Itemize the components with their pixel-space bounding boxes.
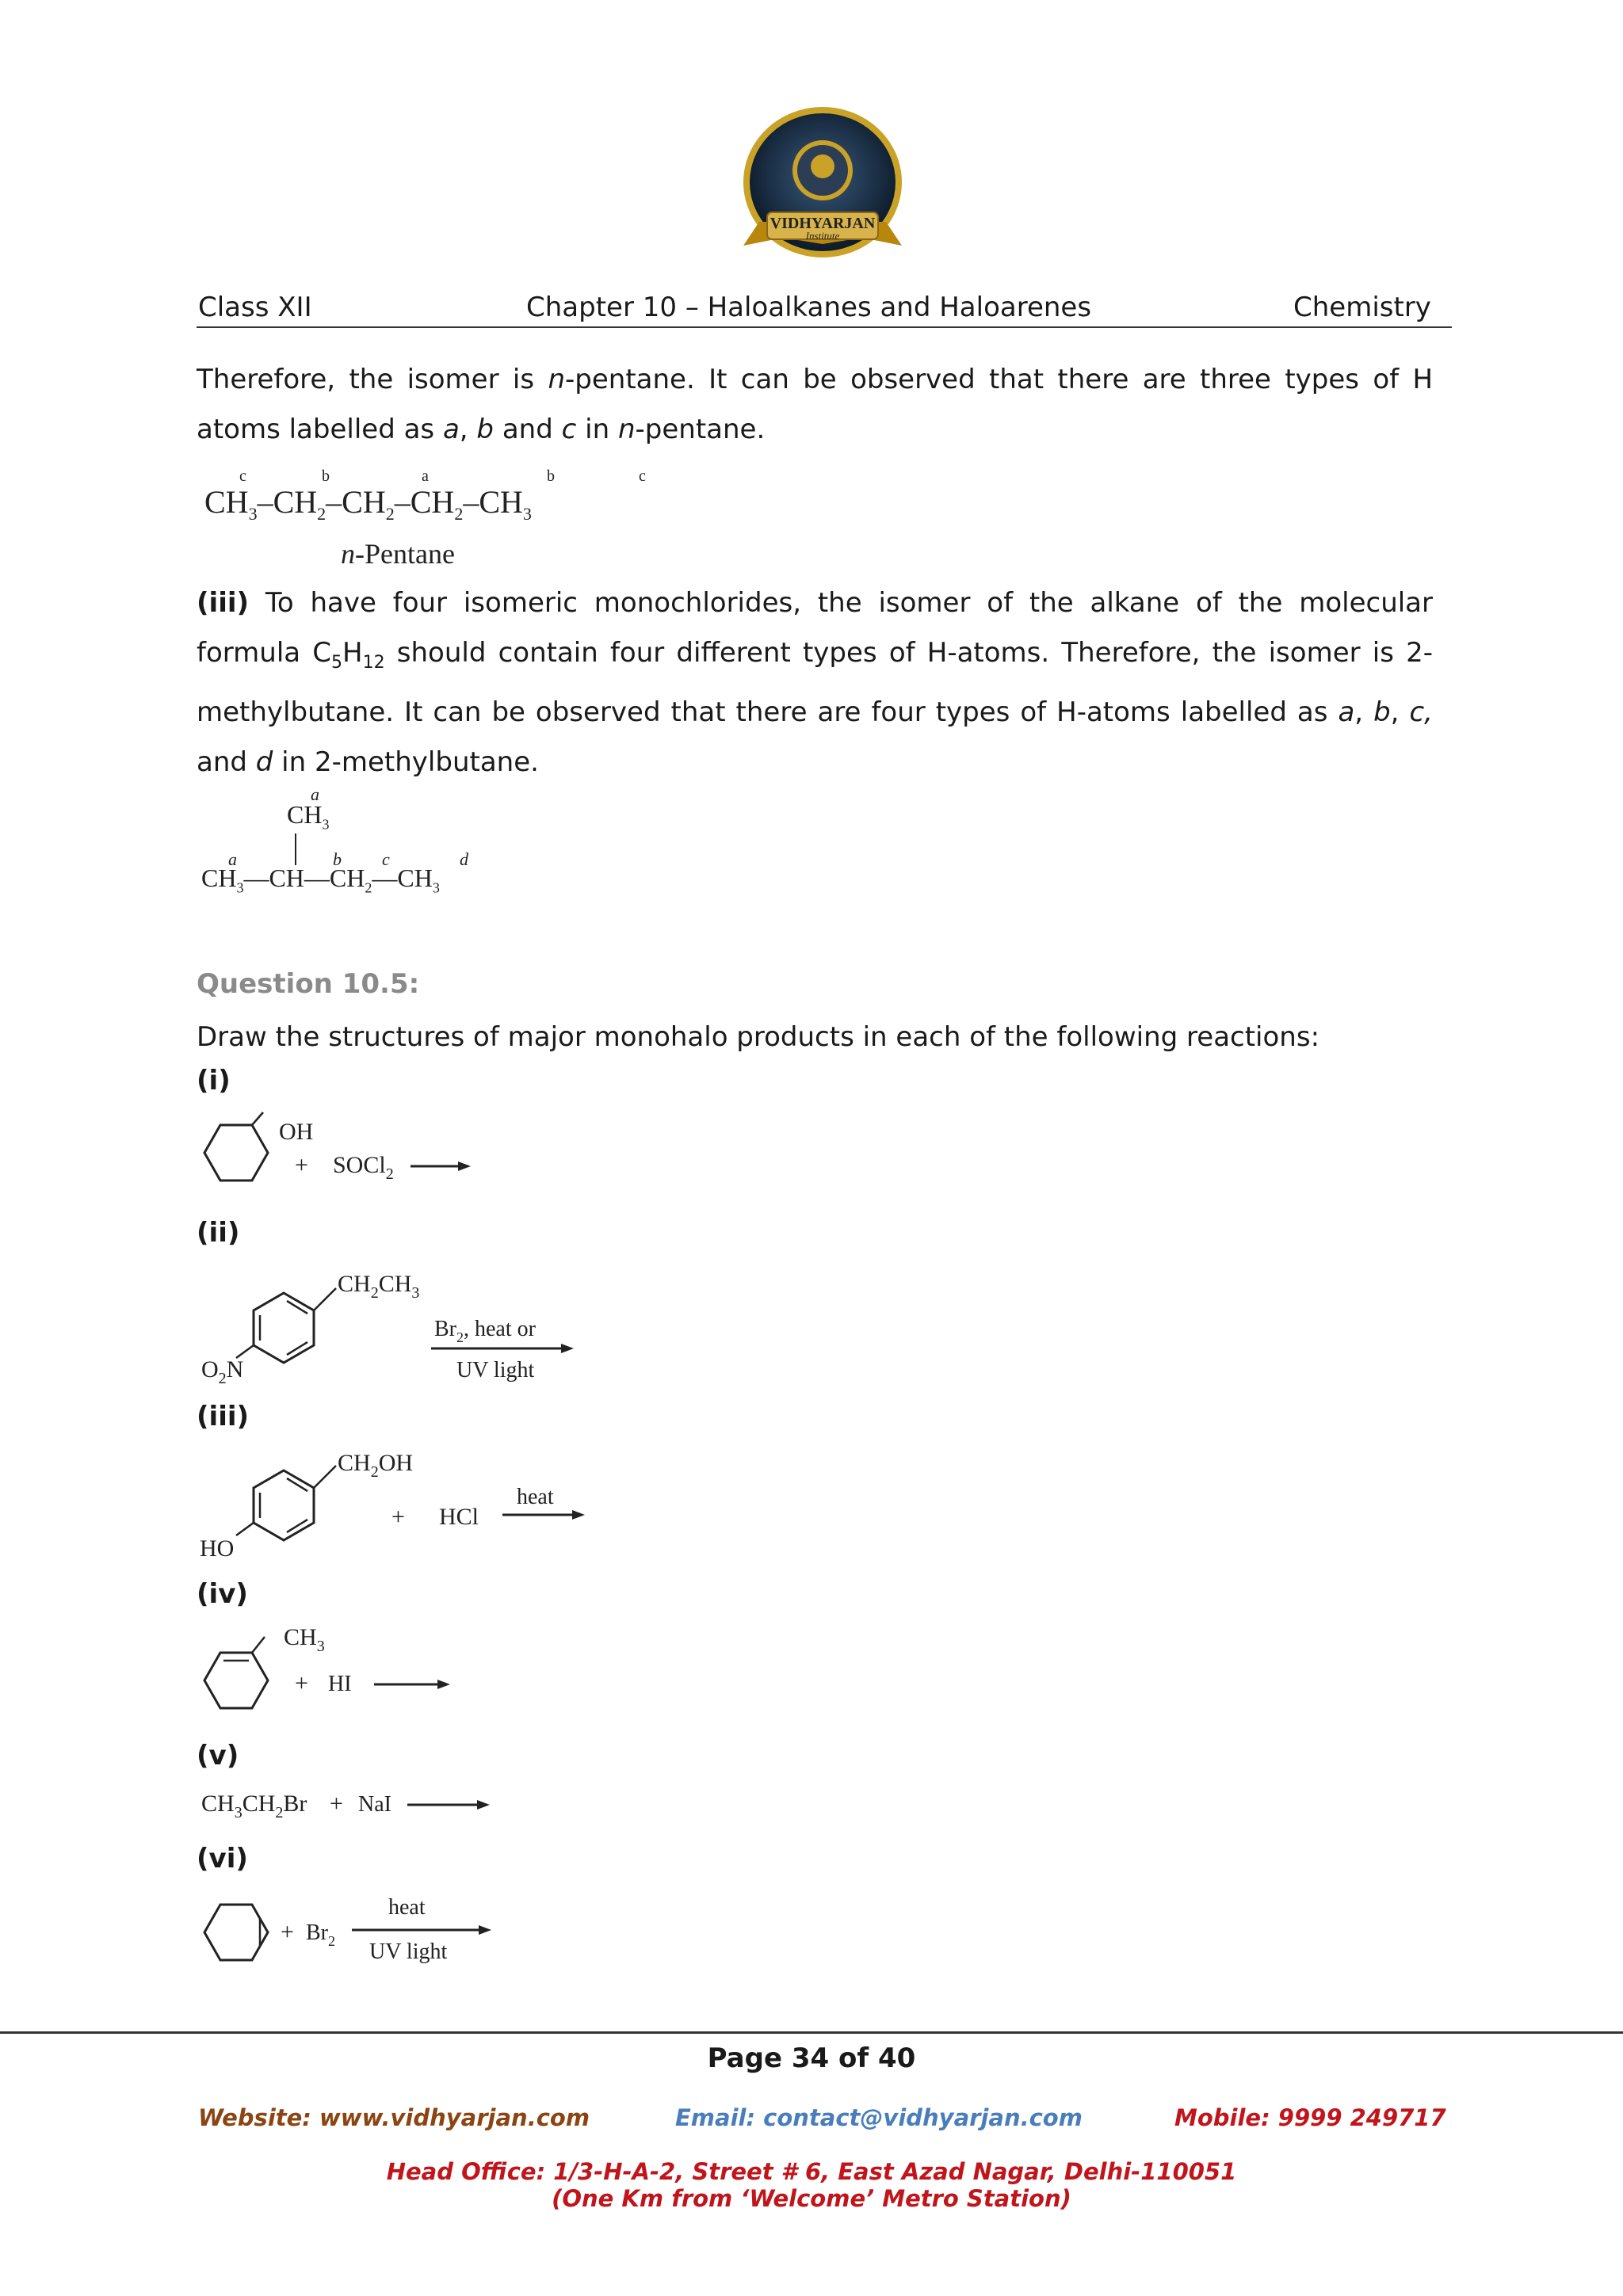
reaction-i (197, 1109, 498, 1204)
svg-text:heat: heat (388, 1895, 426, 1920)
svg-text:CH3: $CH_3$ (284, 1624, 325, 1655)
part-label: (ii) (197, 1217, 240, 1249)
svg-text:+: + (295, 1670, 308, 1696)
part-label: (v) (197, 1740, 239, 1772)
part-label: (iv) (197, 1578, 248, 1610)
cyclohexane-ring (204, 1125, 268, 1180)
svg-text:Br2: $Br_2$ (306, 1920, 335, 1949)
svg-text:CH3CH2Br: $CH_3CH_2Br$ (201, 1791, 307, 1821)
cyclohexene-ring (204, 1905, 268, 1960)
reaction-ii (197, 1260, 593, 1394)
header-class: Class XII (198, 292, 312, 323)
logo-title: VIDHYARJAN (769, 215, 876, 232)
footer-note: (One Km from ‘Welcome’ Metro Station) (552, 2185, 1071, 2212)
footer-website[interactable]: Website: www.vidhyarjan.com (198, 2104, 590, 2131)
benzene-ring (254, 1470, 314, 1540)
pentane-formula: $CH_3-CH_2-CH_2-CH_2-CH_3$ (204, 484, 532, 524)
reaction-v (197, 1781, 529, 1829)
paragraph-pentane: Therefore, the isomer is n-pentane. It can be observed that there are three types of H atoms labelled as a, b and c in n-pentane. (197, 364, 1434, 445)
footer-mobile: Mobile: 9999 249717 (1174, 2104, 1446, 2131)
svg-text:UV light: UV light (369, 1939, 448, 1964)
svg-text:+: + (330, 1791, 343, 1817)
svg-text:HI: HI (328, 1672, 352, 1696)
svg-text:SOCl2: SOCl$_2$ (333, 1152, 394, 1183)
reaction-vi (197, 1889, 529, 1984)
svg-text:NaI: NaI (358, 1792, 391, 1817)
institute-logo (712, 103, 934, 293)
reaction-iv (197, 1621, 498, 1732)
svg-text:O2N: $O_2N$ (201, 1356, 244, 1387)
svg-text:CH2CH3: $CH_2CH_3$ (338, 1271, 420, 1302)
part-label: (iii) (197, 1401, 250, 1432)
pentane-name: n-Pentane (341, 538, 455, 570)
footer-office: Head Office: 1/3-H-A-2, Street # 6, East Azad Nagar, Delhi-110051 (386, 2158, 1237, 2185)
h-label: b (547, 467, 555, 485)
svg-text:UV light: UV light (456, 1358, 535, 1383)
pentane-structure (204, 467, 648, 578)
h-label: b (322, 467, 330, 485)
question-heading: Question 10.5: (197, 968, 420, 1000)
svg-text:OH: OH (279, 1119, 314, 1145)
h-label: a (422, 467, 429, 485)
svg-text:HO: HO (200, 1535, 235, 1562)
paragraph-methylbutane: (iii) To have four isomeric monochlorides, the isomer of the alkane of the molecular formula $C_5H_{12}$ should contain four different types of H-atoms. Therefore, the isomer is 2-methylbutane. It can be observed that there are four types of H-atoms labelled as a, b, c, and d in 2-methylbutane. (197, 587, 1433, 778)
benzene-ring (254, 1293, 314, 1363)
footer-rule (0, 2031, 1623, 2034)
page-number: Page 34 of 40 (707, 2042, 916, 2074)
h-label: c (639, 467, 646, 485)
svg-text:+: + (295, 1152, 308, 1178)
reaction-iii (197, 1442, 609, 1569)
svg-text:CH2OH: $CH_2OH$ (338, 1450, 414, 1481)
question-text: Draw the structures of major monohalo products in each of the following reactions: (197, 1021, 1320, 1053)
svg-text:Br2, heat or: $Br_2$, heat or (434, 1317, 536, 1345)
part-label: (i) (197, 1065, 231, 1097)
svg-text:+: + (391, 1504, 405, 1530)
header-rule (197, 326, 1452, 328)
header-subject: Chemistry (1293, 292, 1431, 323)
header-chapter: Chapter 10 – Haloalkanes and Haloarenes (526, 292, 1092, 323)
footer-email[interactable]: Email: contact@vidhyarjan.com (675, 2104, 1083, 2131)
svg-text:+: + (281, 1919, 294, 1945)
svg-text:heat: heat (517, 1485, 554, 1509)
logo-subtitle: Institute (805, 230, 840, 242)
h-label: c (239, 467, 246, 485)
part-label: (vi) (197, 1843, 248, 1875)
svg-text:HCl: HCl (439, 1504, 479, 1530)
methylbutane-structure: a $CH_3$ a b c d $CH_3—CH—CH_2—CH_3$ (201, 784, 468, 896)
